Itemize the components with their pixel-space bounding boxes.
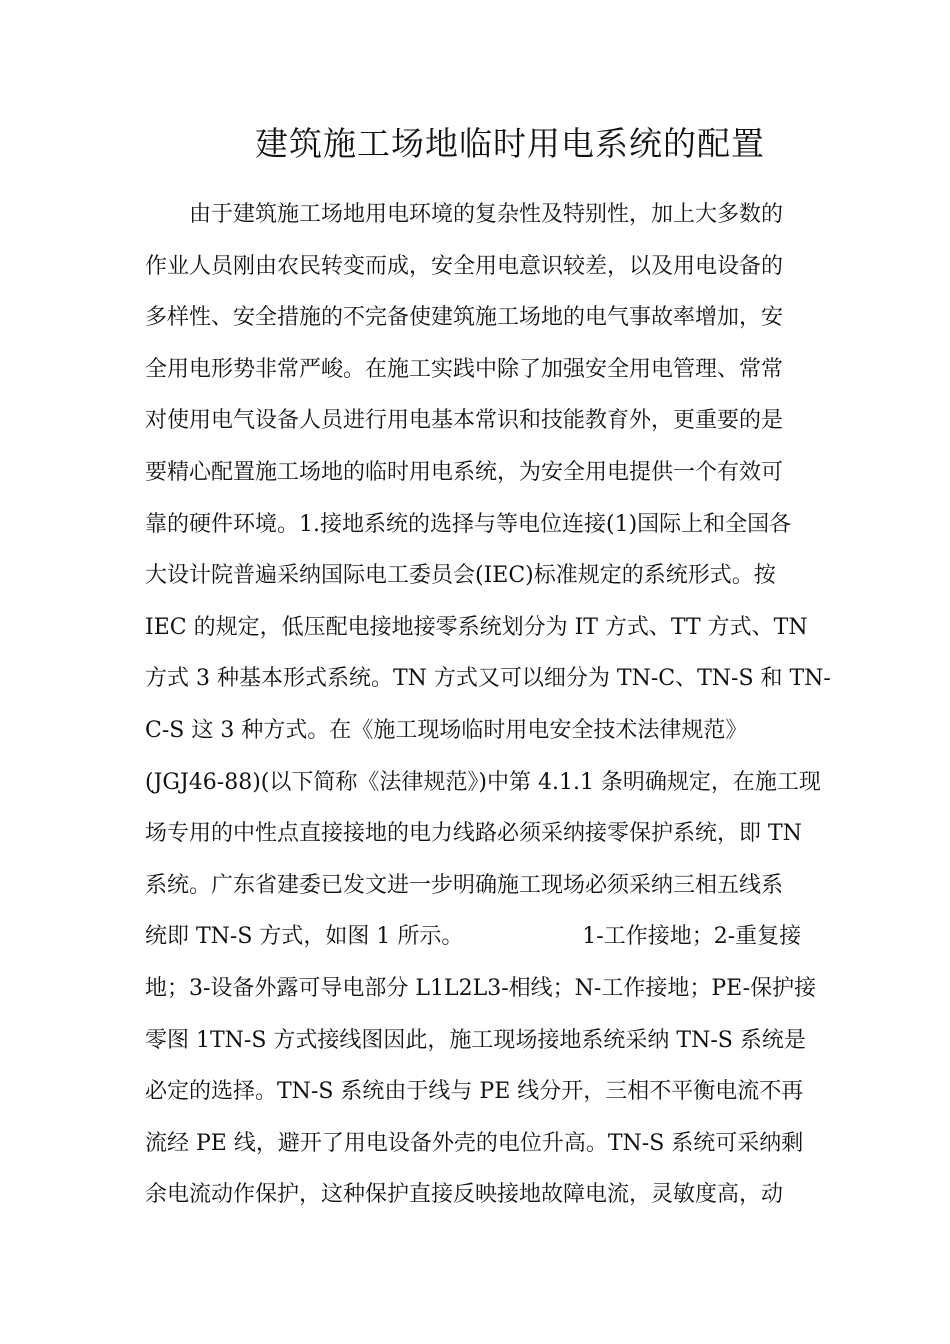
paragraph-line: 方式 3 种基本形式系统。TN 方式又可以细分为 TN-C、TN-S 和 TN- [145, 666, 831, 692]
paragraph-line: 多样性、安全措施的不完备使建筑施工场地的电气事故率增加，安 [145, 305, 784, 331]
paragraph-line: 系统。广东省建委已发文进一步明确施工现场必须采纳三相五线系 [145, 872, 784, 898]
paragraph-line: 大设计院普遍采纳国际电工委员会(IEC)标准规定的系统形式。按 [145, 563, 776, 589]
paragraph-line: (JGJ46-88)(以下简称《法律规范》)中第 4.1.1 条明确规定，在施工现 [145, 769, 821, 795]
paragraph-line: 必定的选择。TN-S 系统由于线与 PE 线分开，三相不平衡电流不再 [145, 1079, 804, 1105]
paragraph-line: C-S 这 3 种方式。在《施工现场临时用电安全技术法律规范》 [145, 717, 748, 743]
paragraph-line: 全用电形势非常严峻。在施工实践中除了加强安全用电管理、常常 [145, 356, 784, 382]
paragraph-line: IEC 的规定，低压配电接地接零系统划分为 IT 方式、TT 方式、TN [145, 614, 808, 640]
paragraph-line: 靠的硬件环境。1.接地系统的选择与等电位连接(1)国际上和全国各 [145, 511, 792, 537]
paragraph-line: 由于建筑施工场地用电环境的复杂性及特别性，加上大多数的 [189, 202, 784, 227]
paragraph-line: 流经 PE 线，避开了用电设备外壳的电位升高。TN-S 系统可采纳剩 [145, 1130, 804, 1156]
paragraph-line: 作业人员刚由农民转变而成，安全用电意识较差，以及用电设备的 [145, 253, 784, 279]
paragraph-line: 统即 TN-S 方式，如图 1 所示。 1-工作接地；2-重复接 [145, 924, 802, 950]
paragraph-line: 要精心配置施工场地的临时用电系统，为安全用电提供一个有效可 [145, 459, 784, 485]
paragraph-line: 零图 1TN-S 方式接线图因此，施工现场接地系统采纳 TN-S 系统是 [145, 1027, 806, 1053]
paragraph-line: 对使用电气设备人员进行用电基本常识和技能教育外，更重要的是 [145, 408, 784, 434]
paragraph-line: 地；3-设备外露可导电部分 L1L2L3-相线；N-工作接地；PE-保护接 [145, 975, 817, 1001]
document-title: 建筑施工场地临时用电系统的配置 [255, 124, 765, 163]
paragraph-line: 场专用的中性点直接接地的电力线路必须采纳接零保护系统，即 TN [145, 821, 802, 847]
paragraph-line: 余电流动作保护，这种保护直接反映接地故障电流，灵敏度高，动 [145, 1182, 784, 1208]
document-body [145, 189, 831, 1221]
